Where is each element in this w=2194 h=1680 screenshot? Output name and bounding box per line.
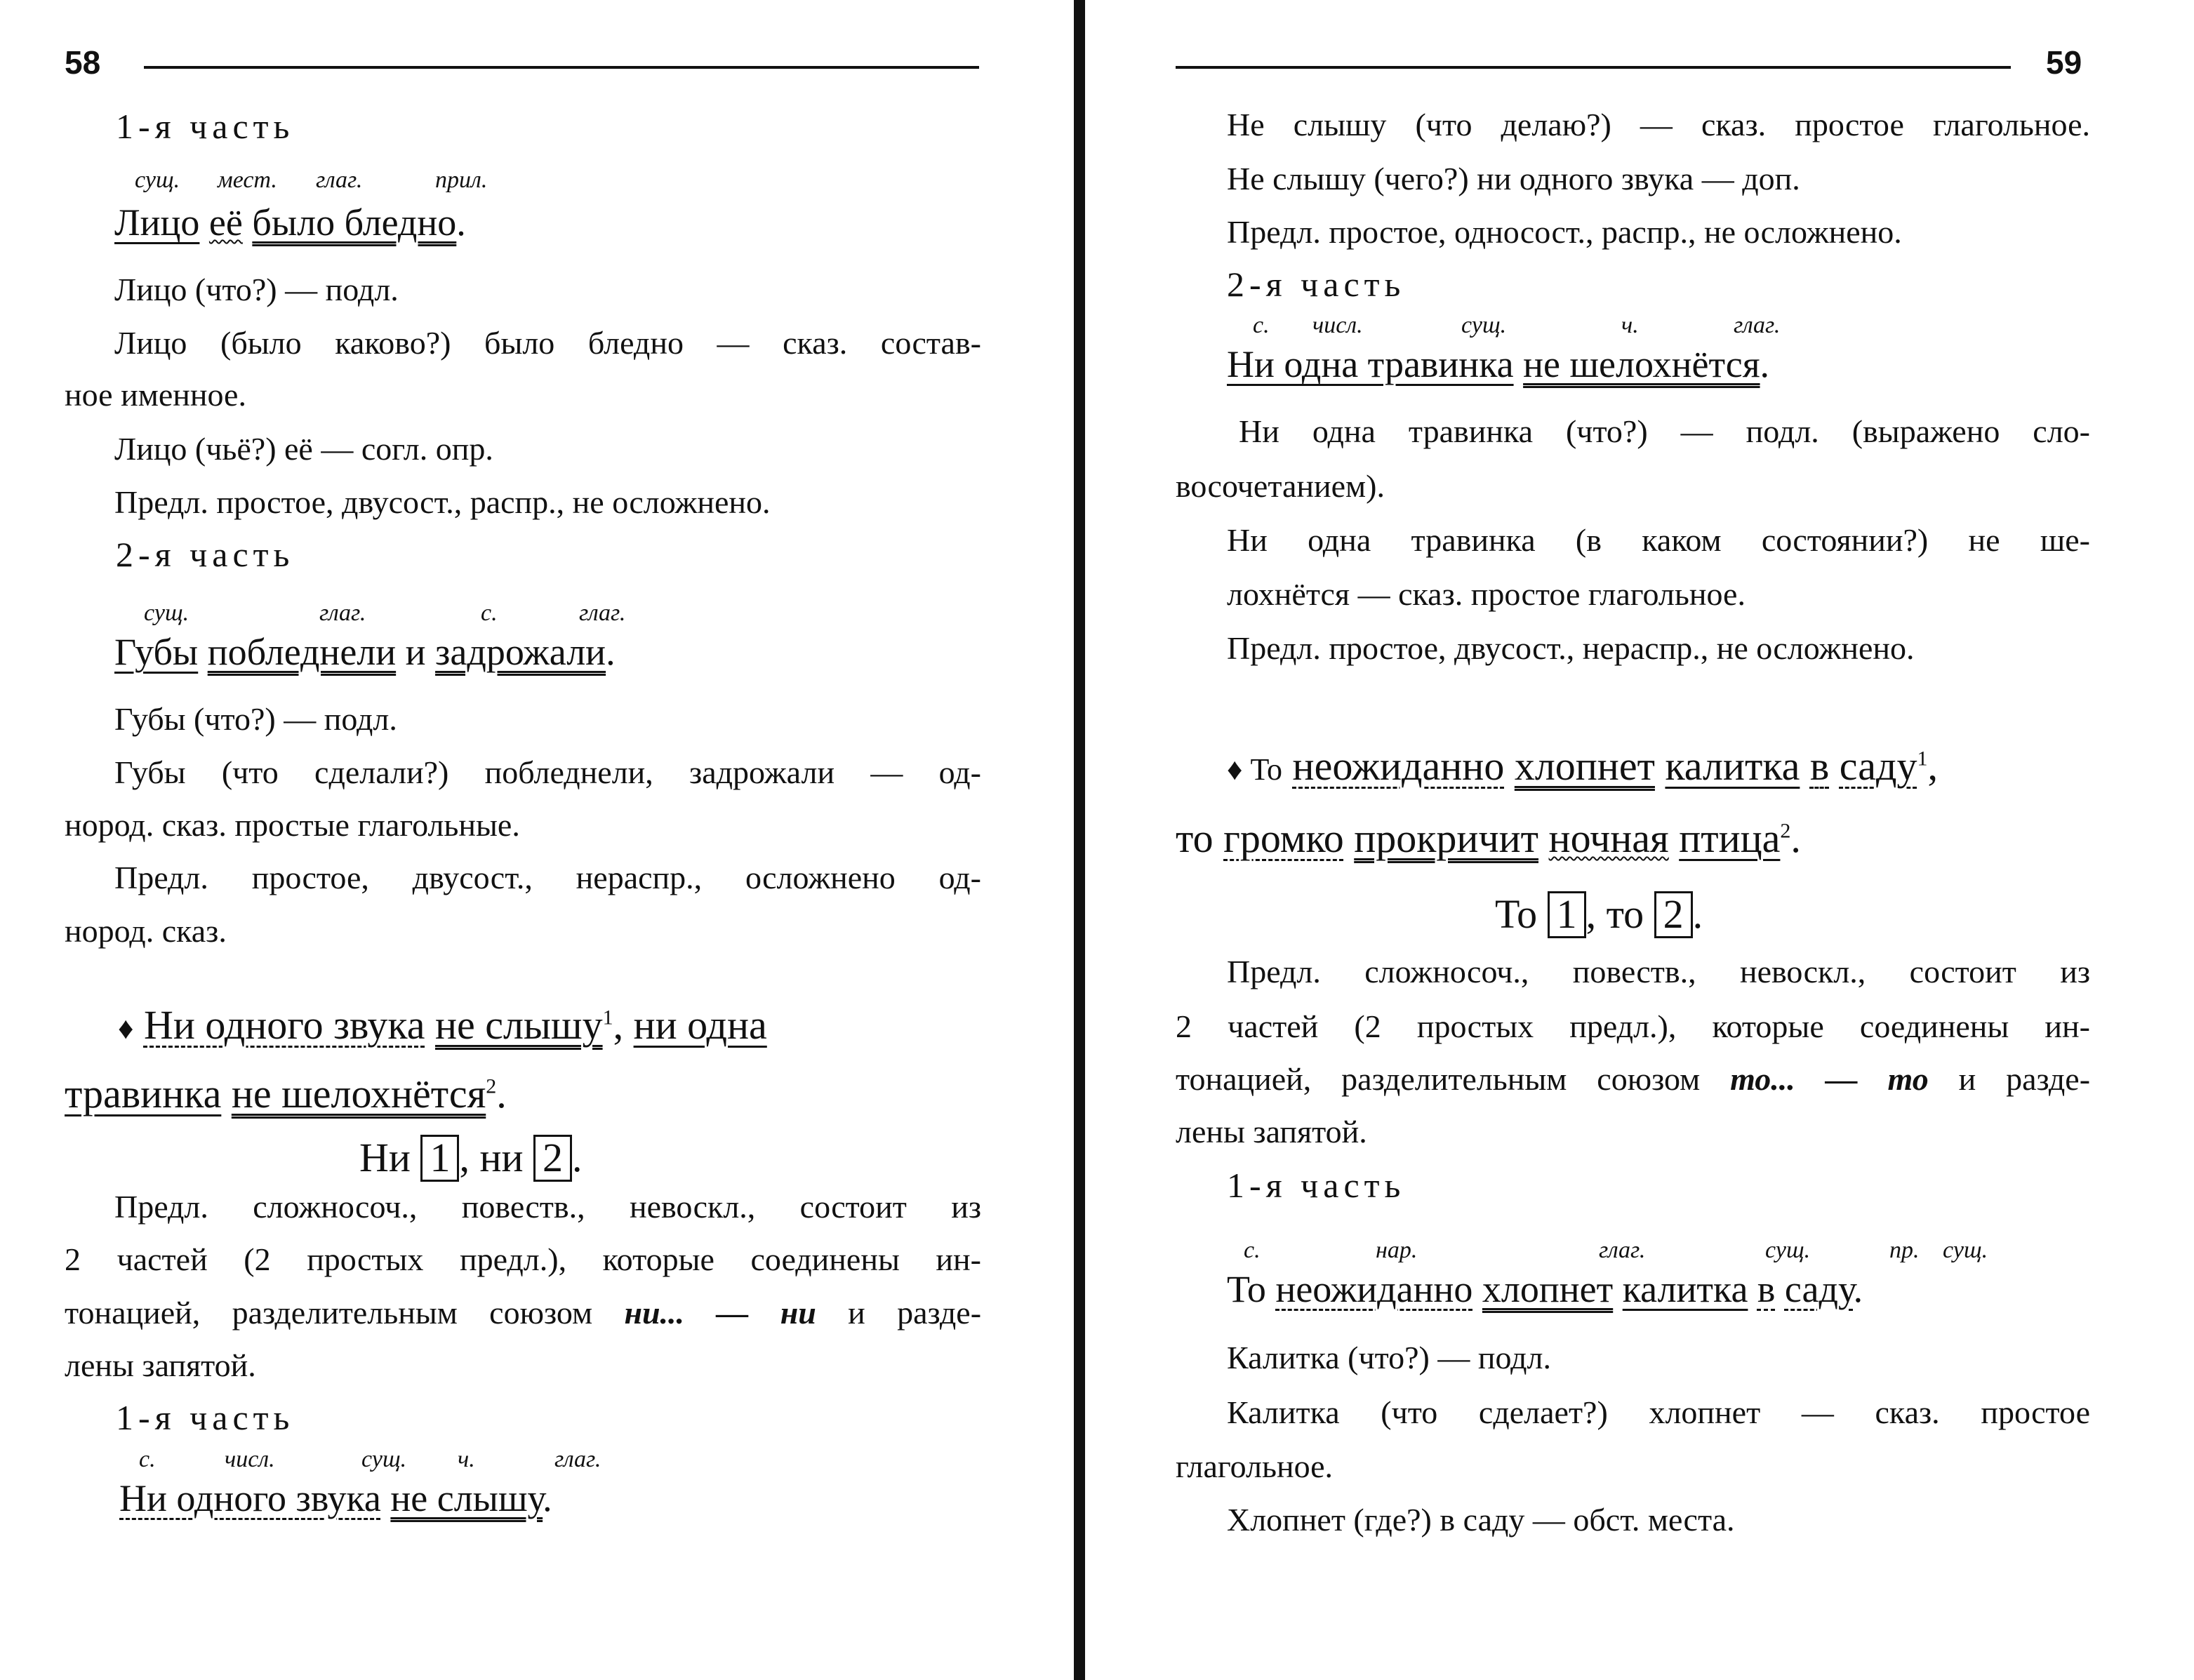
analysis-line: Лицо (чьё?) её — согл. опр. (114, 431, 493, 467)
analysis-line: лены запятой. (1176, 1114, 1367, 1149)
part-heading: 1-я часть (116, 107, 295, 146)
pos-label: глаг. (579, 600, 626, 626)
analysis-line: Губы (что сделали?) побледнели, задрожали — од- (114, 754, 981, 790)
subject-word: калитка (1622, 1268, 1748, 1310)
part-heading: 2-я часть (116, 535, 295, 574)
text-fragment: тонацией, разделительным союзом (1176, 1061, 1731, 1097)
analysis-line: Калитка (что сделает?) хлопнет — сказ. простое (1227, 1394, 2090, 1430)
pos-label: сущ. (1461, 312, 1507, 338)
pos-label: глаг. (1734, 312, 1781, 338)
analysis-line: Не слышу (что делаю?) — сказ. простое глагольное. (1227, 107, 2090, 142)
pos-label: ч. (1621, 312, 1639, 338)
parsed-sentence (1227, 1270, 1863, 1308)
adverbial-word: саду (1839, 743, 1917, 789)
analysis-line: Хлопнет (где?) в саду — обст. места. (1227, 1502, 1735, 1538)
sentence-scheme (1495, 891, 1703, 938)
clause-index: 1 (602, 1006, 613, 1029)
subject-word: калитка (1665, 743, 1800, 789)
example-sentence-line (118, 1002, 767, 1048)
conjunction-emphasis: то... — то (1730, 1061, 1929, 1097)
analysis-line: Лицо (что?) — подл. (114, 272, 399, 307)
subject-phrase: ни одна (633, 1002, 767, 1048)
sentence-end: . (1853, 1268, 1863, 1310)
sentence-end: . (606, 631, 616, 673)
scheme-text: , то (1585, 891, 1644, 937)
analysis-line (65, 1297, 981, 1329)
pos-label: мест. (218, 167, 277, 193)
scheme-text: . (572, 1135, 583, 1180)
predicate-word: побледнели (207, 631, 397, 673)
pos-label: пр. (1889, 1237, 1920, 1263)
pos-label: числ. (1312, 312, 1363, 338)
pos-label: с. (481, 600, 498, 626)
conjunction-emphasis: ни... — ни (624, 1295, 816, 1331)
sentence-end: . (1790, 815, 1801, 861)
analysis-line: Предл. простое, двусост., нераспр., не осложнено. (1227, 630, 1915, 666)
subject-word: Лицо (114, 201, 200, 244)
parsed-sentence (119, 1479, 552, 1517)
subject-phrase: Ни одна травинка (1227, 343, 1514, 385)
pos-label: сущ. (1943, 1237, 1988, 1263)
predicate-word: было бледно (252, 201, 457, 244)
text-fragment: и разде- (1928, 1061, 2091, 1097)
pos-label: с. (1244, 1237, 1261, 1263)
scheme-text: То (1495, 891, 1538, 937)
attribute-word: её (208, 201, 243, 244)
example-sentence-line (1176, 815, 1801, 861)
clause-box: 1 (1548, 891, 1586, 938)
pos-label: глаг. (554, 1446, 601, 1472)
pos-label: сущ. (144, 600, 190, 626)
pos-label: сущ. (135, 167, 180, 193)
predicate-word: задрожали (435, 631, 606, 673)
pos-label: глаг. (319, 600, 366, 626)
sentence-end: . (496, 1071, 507, 1116)
conjunction-word: То (1227, 1268, 1266, 1310)
part-heading: 1-я часть (1227, 1166, 1406, 1205)
pos-label: прил. (435, 167, 488, 193)
header-rule (144, 66, 979, 69)
analysis-line: Предл. простое, односост., распр., не осложнено. (1227, 214, 1902, 250)
sentence-scheme (359, 1135, 583, 1182)
example-sentence-line (1227, 743, 1938, 789)
analysis-line: нород. сказ. (65, 913, 227, 949)
pos-label: нар. (1376, 1237, 1418, 1263)
sentence-end: . (543, 1477, 552, 1519)
right-page (1095, 0, 2194, 1680)
pos-label: с. (139, 1446, 156, 1472)
clause-box: 2 (533, 1135, 572, 1182)
analysis-line: Калитка (что?) — подл. (1227, 1340, 1551, 1375)
analysis-line: Предл. сложносоч., повеств., невоскл., состоит из (1227, 954, 2090, 989)
analysis-line: Лицо (было каково?) было бледно — сказ. состав- (114, 325, 981, 361)
analysis-line: Предл. простое, двусост., нераспр., осложнено од- (114, 860, 981, 895)
comma: , (1927, 743, 1938, 789)
sentence-end: . (1760, 343, 1770, 385)
example-sentence-line (65, 1071, 507, 1116)
parsed-sentence (1227, 345, 1769, 383)
diamond-bullet-icon: ♦ То (1227, 752, 1283, 787)
clause-box: 2 (1654, 891, 1693, 938)
pos-label: числ. (225, 1446, 275, 1472)
diamond-bullet-icon: ♦ (118, 1011, 134, 1046)
adverbial-word: громко (1223, 815, 1344, 861)
predicate-word: не слышу (390, 1477, 543, 1519)
adverbial-word: саду (1784, 1268, 1854, 1310)
adverbial-word: неожиданно (1292, 743, 1505, 789)
clause-index: 2 (486, 1074, 497, 1098)
predicate-word: не шелохнётся (1523, 343, 1760, 385)
conjunction-word: и (405, 631, 426, 673)
analysis-line: восочетанием). (1176, 468, 1385, 504)
analysis-line: глагольное. (1176, 1448, 1334, 1484)
pos-label: глаг. (1599, 1237, 1646, 1263)
clause-box: 1 (420, 1135, 459, 1182)
parsed-sentence (114, 633, 616, 671)
pos-label: сущ. (361, 1446, 407, 1472)
predicate-word: не слышу (434, 1002, 603, 1048)
analysis-line: Предл. сложносоч., повеств., невоскл., состоит из (114, 1189, 981, 1225)
attribute-word: ночная (1548, 815, 1669, 861)
clause-index: 2 (1780, 819, 1791, 843)
object-phrase: Ни одного звука (119, 1477, 381, 1519)
sentence-end: . (456, 201, 466, 244)
text-fragment: тонацией, разделительным союзом (65, 1295, 625, 1331)
pos-label: ч. (458, 1446, 475, 1472)
analysis-line: 2 частей (2 простых предл.), которые соединены ин- (1176, 1008, 2090, 1044)
page-number: 58 (65, 44, 101, 81)
pos-label: глаг. (316, 167, 363, 193)
left-page (0, 0, 1074, 1680)
predicate-word: прокричит (1354, 815, 1539, 861)
subject-word: птица (1679, 815, 1781, 861)
analysis-line: Предл. простое, двусост., распр., не осложнено. (114, 484, 771, 520)
analysis-line: лены запятой. (65, 1347, 256, 1383)
parsed-sentence (114, 201, 466, 244)
object-phrase: Ни одного звука (143, 1002, 425, 1048)
text-fragment: и разде- (816, 1295, 982, 1331)
comma: , (613, 1002, 624, 1048)
part-heading: 1-я часть (116, 1398, 295, 1437)
page-number: 59 (2046, 44, 2082, 81)
predicate-word: хлопнет (1514, 743, 1655, 789)
book-spine (1074, 0, 1085, 1680)
scheme-text: . (1692, 891, 1703, 937)
predicate-word: хлопнет (1482, 1268, 1614, 1310)
analysis-line: Губы (что?) — подл. (114, 701, 397, 737)
analysis-line: Ни одна травинка (что?) — подл. (выражено сло- (1239, 413, 2090, 449)
scheme-text: Ни (359, 1135, 411, 1180)
subject-word: Губы (114, 631, 199, 673)
pos-label: с. (1253, 312, 1270, 338)
analysis-line: ное именное. (65, 377, 246, 413)
analysis-line: 2 частей (2 простых предл.), которые соединены ин- (65, 1241, 981, 1277)
subject-phrase: травинка (65, 1071, 222, 1116)
conjunction-word: то (1176, 815, 1214, 861)
analysis-line: нород. сказ. простые глагольные. (65, 807, 520, 843)
predicate-word: не шелохнётся (231, 1071, 486, 1116)
analysis-line: Ни одна травинка (в каком состоянии?) не ше- (1227, 522, 2090, 558)
analysis-line (1176, 1063, 2090, 1095)
analysis-line: лохнётся — сказ. простое глагольное. (1227, 576, 1746, 612)
scheme-text: , ни (459, 1135, 524, 1180)
adverbial-word: неожиданно (1275, 1268, 1473, 1310)
header-rule (1176, 66, 2011, 69)
adverbial-word: в (1757, 1268, 1776, 1310)
clause-index: 1 (1917, 747, 1928, 771)
adverbial-word: в (1809, 743, 1830, 789)
pos-label: сущ. (1765, 1237, 1811, 1263)
part-heading: 2-я часть (1227, 265, 1406, 304)
analysis-line: Не слышу (чего?) ни одного звука — доп. (1227, 161, 1800, 196)
